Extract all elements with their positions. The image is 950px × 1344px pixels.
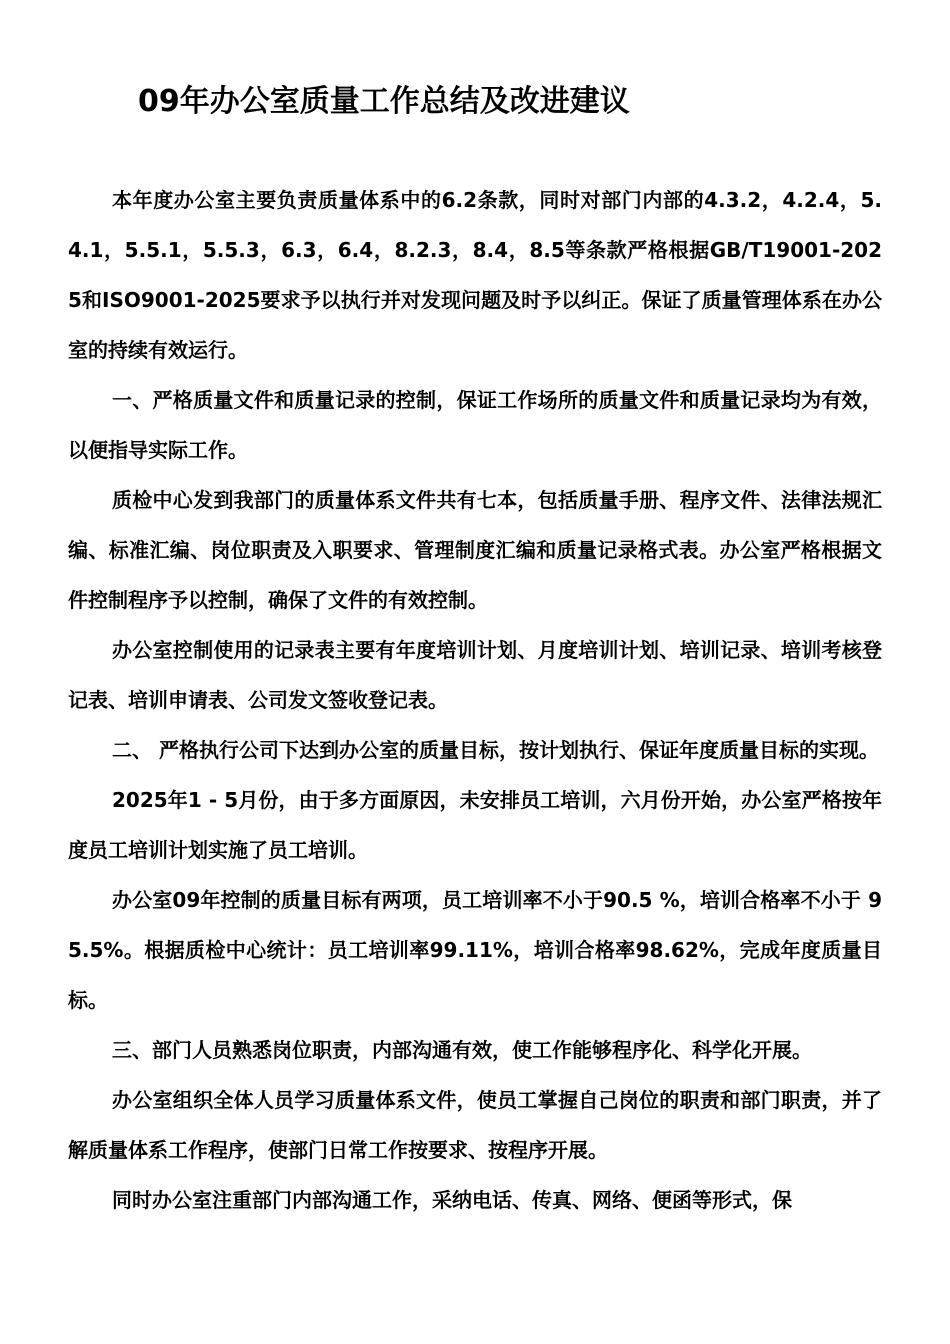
- paragraph-quality-targets: 办公室09年控制的质量目标有两项，员工培训率不小于90.5 %，培训合格率不小于 95.5%。根据质检中心统计：员工培训率99.11%，培训合格率98.62%，完成年度质量目标。: [68, 888, 882, 1012]
- section-heading-1: 一、严格质量文件和质量记录的控制，保证工作场所的质量文件和质量记录均为有效，以便指导实际工作。: [68, 388, 882, 462]
- paragraph-staff-study: 办公室组织全体人员学习质量体系文件，使员工掌握自己岗位的职责和部门职责，并了解质量体系工作程序，使部门日常工作按要求、按程序开展。: [68, 1088, 882, 1162]
- document-body: [68, 175, 882, 1225]
- paragraph-training-schedule: 2025年1 - 5月份，由于多方面原因，未安排员工培训，六月份开始，办公室严格按年度员工培训计划实施了员工培训。: [68, 788, 882, 862]
- paragraph-intro: 本年度办公室主要负责质量体系中的6.2条款，同时对部门内部的4.3.2，4.2.4，5.4.1，5.5.1，5.5.3，6.3，6.4，8.2.3，8.4，8.5等条款严格根据GB/T19001-2025和ISO9001-2025要求予以执行并对发现问题及时予以纠正。保证了质量管理体系在办公室的持续有效运行。: [68, 188, 882, 362]
- section-heading-3: 三、部门人员熟悉岗位职责，内部沟通有效，使工作能够程序化、科学化开展。: [112, 1038, 812, 1062]
- paragraph-records: 办公室控制使用的记录表主要有年度培训计划、月度培训计划、培训记录、培训考核登记表、培训申请表、公司发文签收登记表。: [68, 638, 882, 712]
- document-title: 09年办公室质量工作总结及改进建议: [138, 84, 630, 119]
- section-heading-2: 二、 严格执行公司下达到办公室的质量目标，按计划执行、保证年度质量目标的实现。: [112, 738, 879, 762]
- paragraph-documents: 质检中心发到我部门的质量体系文件共有七本，包括质量手册、程序文件、法律法规汇编、标准汇编、岗位职责及入职要求、管理制度汇编和质量记录格式表。办公室严格根据文件控制程序予以控制，确保了文件的有效控制。: [68, 488, 882, 612]
- paragraph-communication: 同时办公室注重部门内部沟通工作，采纳电话、传真、网络、便函等形式，保: [112, 1188, 792, 1212]
